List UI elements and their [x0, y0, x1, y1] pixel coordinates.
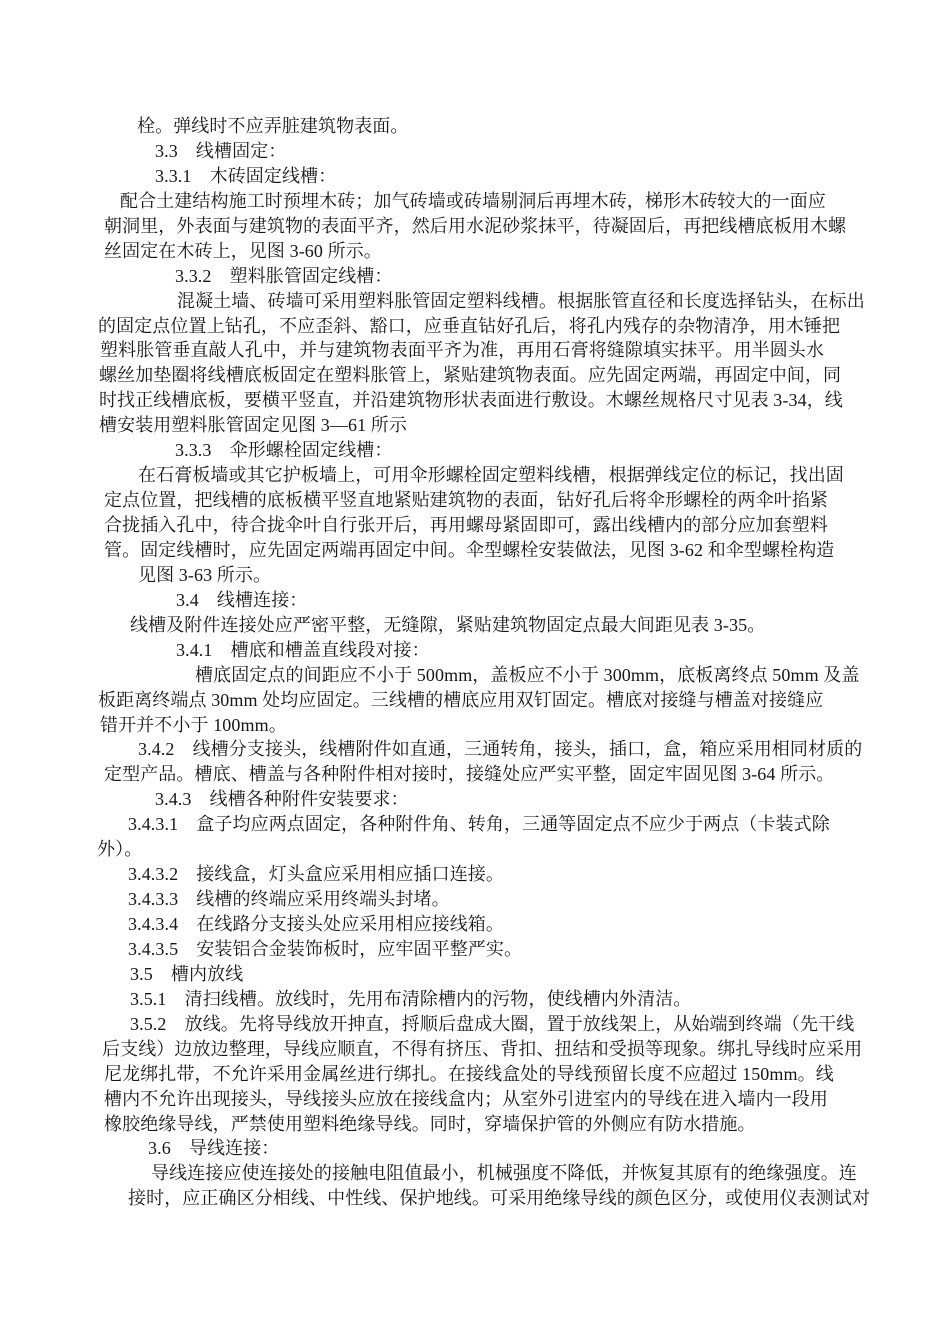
text-line: 3.5 槽内放线 — [130, 963, 244, 984]
text-line: 3.3 线槽固定： — [155, 140, 287, 161]
text-line: 3.3.2 塑料胀管固定线槽： — [175, 265, 393, 286]
text-line: 板距离终端点 30mm 处均应固定。三线槽的槽底应用双钉固定。槽底对接缝与槽盖对接缝应 — [98, 689, 824, 710]
text-line: 3.4 线槽连接： — [176, 589, 308, 610]
text-line: 3.5.1 清扫线槽。放线时，先用布清除槽内的污物，使线槽内外清洁。 — [130, 988, 692, 1009]
text-line: 3.4.3.2 接线盒，灯头盒应采用相应插口连接。 — [128, 864, 504, 885]
document-body — [97, 114, 887, 1211]
text-line: 线槽及附件连接处应严密平整，无缝隙，紧贴建筑物固定点最大间距见表 3-35。 — [130, 614, 766, 635]
text-line: 接时，应正确区分相线、中性线、保护地线。可采用绝缘导线的颜色区分，或使用仪表测试对 — [128, 1188, 871, 1209]
text-line: 管。固定线槽时，应先固定两端再固定中间。伞型螺栓安装做法，见图 3-62 和伞型螺栓构造 — [104, 539, 835, 560]
text-line: 3.4.1 槽底和槽盖直线段对接： — [176, 639, 430, 660]
text-line: 3.6 导线连接： — [148, 1138, 280, 1159]
text-line: 尼龙绑扎带，不允许采用金属丝进行绑扎。在接线盒处的导线预留长度不应超过 150mm。线 — [104, 1063, 834, 1084]
text-line: 外）。 — [97, 839, 143, 860]
text-line: 塑料胀管垂直敲人孔中，并与建筑物表面平齐为准，再用石膏将缝隙填实抹平。用半圆头水 — [100, 340, 824, 361]
text-line: 3.4.3.3 线槽的终端应采用终端头封堵。 — [128, 889, 450, 910]
text-line: 定点位置，把线槽的底板横平竖直地紧贴建筑物的表面，钻好孔后将伞形螺栓的两伞叶掐紧 — [104, 490, 828, 511]
text-line: 配合土建结构施工时预埋木砖；加气砖墙或砖墙剔洞后再埋木砖，梯形木砖较大的一面应 — [120, 190, 826, 211]
text-line: 槽底固定点的间距应不小于 500mm，盖板应不小于 300mm，底板离终点 50mm 及盖 — [195, 664, 860, 685]
text-line: 合拢插入孔中，待合拢伞叶自行张开后，再用螺母紧固即可，露出线槽内的部分应加套塑料 — [104, 515, 828, 535]
text-line: 3.4.3.5 安装铝合金装饰板时，应牢固平整严实。 — [128, 938, 523, 959]
text-line: 槽内不允许出现接头，导线接头应放在接线盒内；从室外引进室内的导线在进入墙内一段用 — [104, 1088, 828, 1109]
text-line: 混凝土墙、砖墙可采用塑料胀管固定塑料线槽。根据胀管直径和长度选择钻头，在标出 — [177, 290, 865, 311]
text-line: 的固定点位置上钻孔，不应歪斜、豁口，应垂直钻好孔后，将孔内残存的杂物清净，用木锤把 — [98, 315, 841, 336]
text-line: 栓。弹线时不应弄脏建筑物表面。 — [137, 116, 409, 136]
text-line: 3.3.1 木砖固定线槽： — [155, 165, 337, 186]
text-line: 槽安装用塑料胀管固定见图 3—61 所示 — [99, 415, 407, 436]
text-line: 朝洞里，外表面与建筑物的表面平齐，然后用水泥砂浆抹平，待凝固后，再把线槽底板用木螺 — [104, 215, 847, 236]
text-line: 3.4.2 线槽分支接头，线槽附件如直通，三通转角，接头，插口，盒，箱应采用相同材质的 — [138, 739, 863, 760]
text-line: 在石膏板墙或其它护板墙上，可用伞形螺栓固定塑料线槽，根据弹线定位的标记，找出固 — [138, 465, 844, 486]
text-line: 3.5.2 放线。先将导线放开抻直，捋顺后盘成大圈，置于放线架上，从始端到终端（先干线 — [130, 1013, 855, 1034]
text-line: 3.4.3.1 盒子均应两点固定，各种附件角、转角，三通等固定点不应少于两点（卡装式除 — [128, 814, 830, 835]
text-line: 3.4.3.4 在线路分支接头处应采用相应接线箱。 — [128, 914, 504, 934]
text-line: 橡胶绝缘导线，严禁使用塑料绝缘导线。同时，穿墙保护管的外侧应有防水措施。 — [104, 1113, 756, 1134]
text-line: 丝固定在木砖上，见图 3-60 所示。 — [104, 240, 382, 261]
text-line: 见图 3-63 所示。 — [138, 564, 272, 585]
text-line: 螺丝加垫圈将线槽底板固定在塑料胀管上，紧贴建筑物表面。应先固定两端，再固定中间，同 — [99, 365, 842, 386]
text-line: 时找正线槽底板，要横平竖直，并沿建筑物形状表面进行敷设。木螺丝规格尺寸见表 3-34，线 — [99, 390, 843, 411]
text-line: 后支线）边放边整理，导线应顺直，不得有挤压、背扣、扭结和受损等现象。绑扎导线时应采用 — [102, 1038, 863, 1059]
text-line: 3.3.3 伞形螺栓固定线槽： — [175, 440, 393, 461]
text-line: 定型产品。槽底、槽盖与各种附件相对接时，接缝处应严实平整，固定牢固见图 3-64 所示。 — [104, 764, 835, 785]
text-line: 错开并不小于 100mm。 — [100, 714, 287, 735]
text-line: 导线连接应使连接处的接触电阻值最小，机械强度不降低，并恢复其原有的绝缘强度。连 — [151, 1163, 857, 1184]
text-line: 3.4.3 线槽各种附件安装要求： — [155, 789, 409, 810]
